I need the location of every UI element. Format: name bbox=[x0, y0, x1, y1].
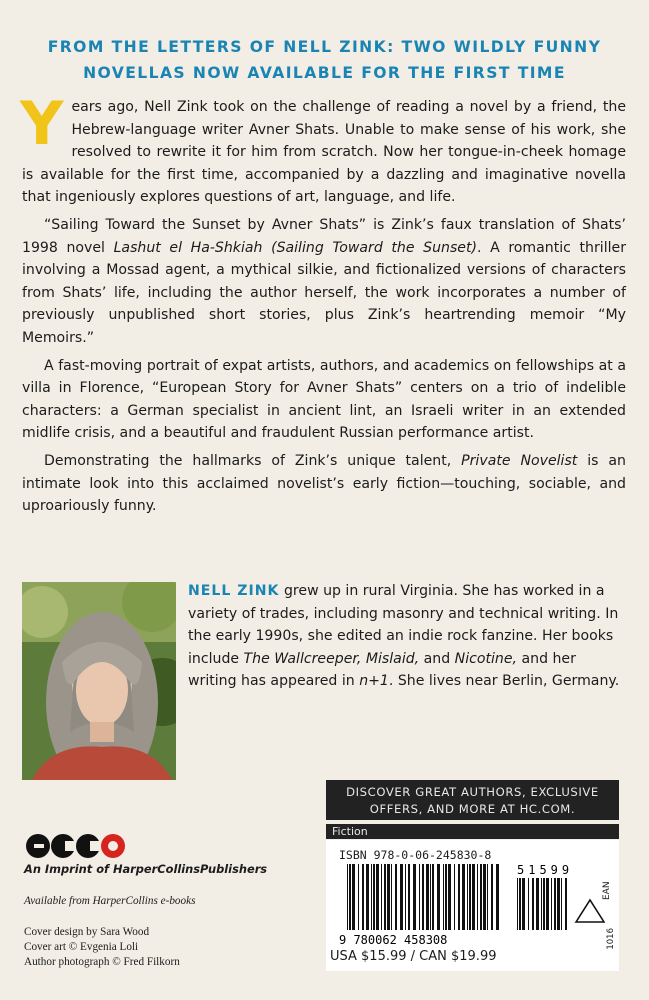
barcode-bar bbox=[422, 864, 424, 930]
barcode-bar bbox=[373, 864, 375, 930]
barcode-bar bbox=[358, 864, 359, 930]
barcode-bar bbox=[400, 864, 403, 930]
barcode-bar bbox=[472, 864, 475, 930]
category-label: Fiction bbox=[332, 825, 368, 838]
barcode-bar bbox=[480, 864, 482, 930]
barcode-bar bbox=[387, 864, 390, 930]
ean-label: EAN bbox=[602, 881, 612, 900]
barcode-bar bbox=[347, 864, 348, 930]
barcode-bar bbox=[462, 864, 465, 930]
paragraph-2 bbox=[22, 214, 626, 350]
barcode-bar bbox=[561, 878, 562, 930]
barcode-bar bbox=[384, 864, 386, 930]
paragraph-4-book-title: Private Novelist bbox=[461, 452, 578, 469]
drop-cap: Y bbox=[20, 89, 64, 159]
barcode-bar bbox=[366, 864, 369, 930]
paragraph-3: A fast-moving portrait of expat artists, authors, and academics on fellowships at a villa in Florence, “European Story for Avner Shats” centers on a trio of indelible characters: a German specialist in ancient lint, an Israeli writer in an extended midlife crisis, and a beautiful and fraudulent Russian performance artist. bbox=[22, 357, 626, 442]
credit-author-photo: Author photograph © Fred Filkorn bbox=[24, 956, 180, 968]
bio-text-4: and her writing has appeared in bbox=[188, 650, 576, 690]
barcode-bar bbox=[557, 878, 560, 930]
barcode-bar bbox=[532, 878, 534, 930]
bio-book-3: Nicotine, bbox=[454, 650, 518, 667]
bio-text-1: grew up in rural Virginia. She has worked in a variety of trades, including masonry and technical writing. In the early 1990s, she edited an indie rock fanzine. Her books include bbox=[188, 583, 619, 667]
paragraph-2-text-a: “Sailing Toward the Sunset by Avner Shats” is Zink’s faux translation of Shats’ 1998 novel bbox=[22, 216, 626, 256]
headline-line-1: FROM THE LETTERS OF NELL ZINK: TWO WILDLY FUNNY bbox=[47, 38, 602, 56]
barcode-bar bbox=[362, 864, 364, 930]
barcode-bar bbox=[376, 864, 379, 930]
bio-publication: n+1 bbox=[359, 673, 389, 690]
print-code: 1016 bbox=[606, 928, 616, 950]
barcode-bar bbox=[426, 864, 429, 930]
ecco-logo bbox=[24, 832, 134, 864]
barcode-bar bbox=[445, 864, 447, 930]
paragraph-4 bbox=[22, 450, 626, 518]
paragraph-2-text-b: . A romantic thriller involving a Mossad agent, a mythical silkie, and fictionalized versions of characters from Shats’ life, including the author herself, the work incorporates a number of previously unpublished short stories, plus Zink’s heartrending memoir “My Memoirs.” bbox=[22, 239, 626, 346]
barcode-bar bbox=[565, 878, 567, 930]
imprint-line: An Imprint of HarperCollinsPublishers bbox=[24, 862, 268, 876]
barcode-bar bbox=[408, 864, 410, 930]
addon-digits: 51599 bbox=[517, 864, 574, 877]
price-label: USA $15.99 / CAN $19.99 bbox=[330, 949, 497, 964]
barcode-bar bbox=[519, 878, 521, 930]
ean-barcode-bars bbox=[347, 864, 499, 930]
barcode-bar bbox=[496, 864, 499, 930]
barcode-bar bbox=[554, 878, 556, 930]
barcode-bar bbox=[517, 878, 518, 930]
barcode-bar bbox=[454, 864, 455, 930]
barcode-bar bbox=[448, 864, 451, 930]
author-portrait-image bbox=[22, 582, 176, 780]
paragraph-2-novel-title: Lashut el Ha-Shkiah (Sailing Toward the Sunset) bbox=[113, 239, 477, 256]
barcode-bar bbox=[395, 864, 397, 930]
barcode-bar bbox=[419, 864, 420, 930]
bio-book-2: Mislaid, bbox=[365, 650, 420, 667]
barcode-bar bbox=[543, 878, 545, 930]
author-bio bbox=[188, 580, 626, 693]
ebook-availability: Available from HarperCollins e-books bbox=[24, 895, 196, 907]
barcode-bar bbox=[546, 878, 549, 930]
paragraph-4-text-a: Demonstrating the hallmarks of Zink’s unique talent, bbox=[44, 452, 462, 469]
barcode-bar bbox=[437, 864, 440, 930]
cover-headline bbox=[0, 34, 649, 86]
barcode-bar bbox=[432, 864, 434, 930]
headline-line-2: NOVELLAS NOW AVAILABLE FOR THE FIRST TIME bbox=[83, 64, 566, 82]
bio-text-5: . She lives near Berlin, Germany. bbox=[388, 673, 620, 690]
ecco-logo-mark bbox=[24, 832, 134, 860]
cover-credits bbox=[24, 925, 180, 970]
credit-cover-art: Cover art © Evgenia Loli bbox=[24, 941, 139, 953]
promo-line-2: OFFERS, AND MORE AT HC.COM. bbox=[369, 802, 576, 816]
barcode-bar bbox=[391, 864, 392, 930]
barcode-bar bbox=[458, 864, 460, 930]
triangle-icon bbox=[576, 900, 604, 922]
addon-barcode-bars bbox=[517, 878, 567, 930]
barcode-bar bbox=[541, 878, 542, 930]
barcode-bar bbox=[381, 864, 382, 930]
barcode-bar bbox=[405, 864, 406, 930]
author-photo bbox=[22, 582, 176, 780]
barcode-bar bbox=[352, 864, 355, 930]
category-bar bbox=[326, 824, 619, 839]
author-name: NELL ZINK bbox=[188, 583, 280, 599]
promo-line-1: DISCOVER GREAT AUTHORS, EXCLUSIVE bbox=[346, 785, 599, 799]
bio-text-3: and bbox=[419, 650, 455, 667]
barcode-graphic bbox=[339, 864, 605, 948]
paragraph-1 bbox=[20, 89, 626, 209]
barcode-bar bbox=[487, 864, 488, 930]
barcode-bar bbox=[522, 878, 525, 930]
barcode-bar bbox=[469, 864, 471, 930]
barcode-bar bbox=[483, 864, 486, 930]
bio-book-1: The Wallcreeper, bbox=[243, 650, 362, 667]
paragraph-1-text: ears ago, Nell Zink took on the challenge of reading a novel by a friend, the Hebrew-language writer Avner Shats. Unable to make sense of his work, she resolved to rewrite it for him from scratch. Now her tongue-in-cheek homage is available for the first time, accompanied by a dazzling and imaginative novella that ingeniously explores questions of art, language, and life. bbox=[22, 99, 626, 206]
isbn-number: ISBN 978-0-06-245830-8 bbox=[339, 848, 492, 862]
barcode-bar bbox=[491, 864, 493, 930]
barcode-digits: 9 780062 458308 bbox=[339, 933, 448, 947]
paragraph-4-text-b: is an intimate look into this acclaimed novelist’s early fiction—touching, sociable, and uproariously funny. bbox=[22, 452, 626, 515]
promo-banner bbox=[326, 780, 619, 820]
barcode-bar bbox=[528, 878, 529, 930]
barcode-bar bbox=[477, 864, 478, 930]
barcode-bar bbox=[536, 878, 539, 930]
barcode-bar bbox=[430, 864, 431, 930]
barcode-panel bbox=[326, 840, 619, 971]
barcode-bar bbox=[443, 864, 444, 930]
credit-cover-design: Cover design by Sara Wood bbox=[24, 926, 150, 938]
barcode-bar bbox=[349, 864, 351, 930]
barcode-bar bbox=[371, 864, 372, 930]
barcode-bar bbox=[413, 864, 416, 930]
barcode-bar bbox=[551, 878, 552, 930]
barcode-bar bbox=[467, 864, 468, 930]
description-body bbox=[20, 89, 626, 523]
